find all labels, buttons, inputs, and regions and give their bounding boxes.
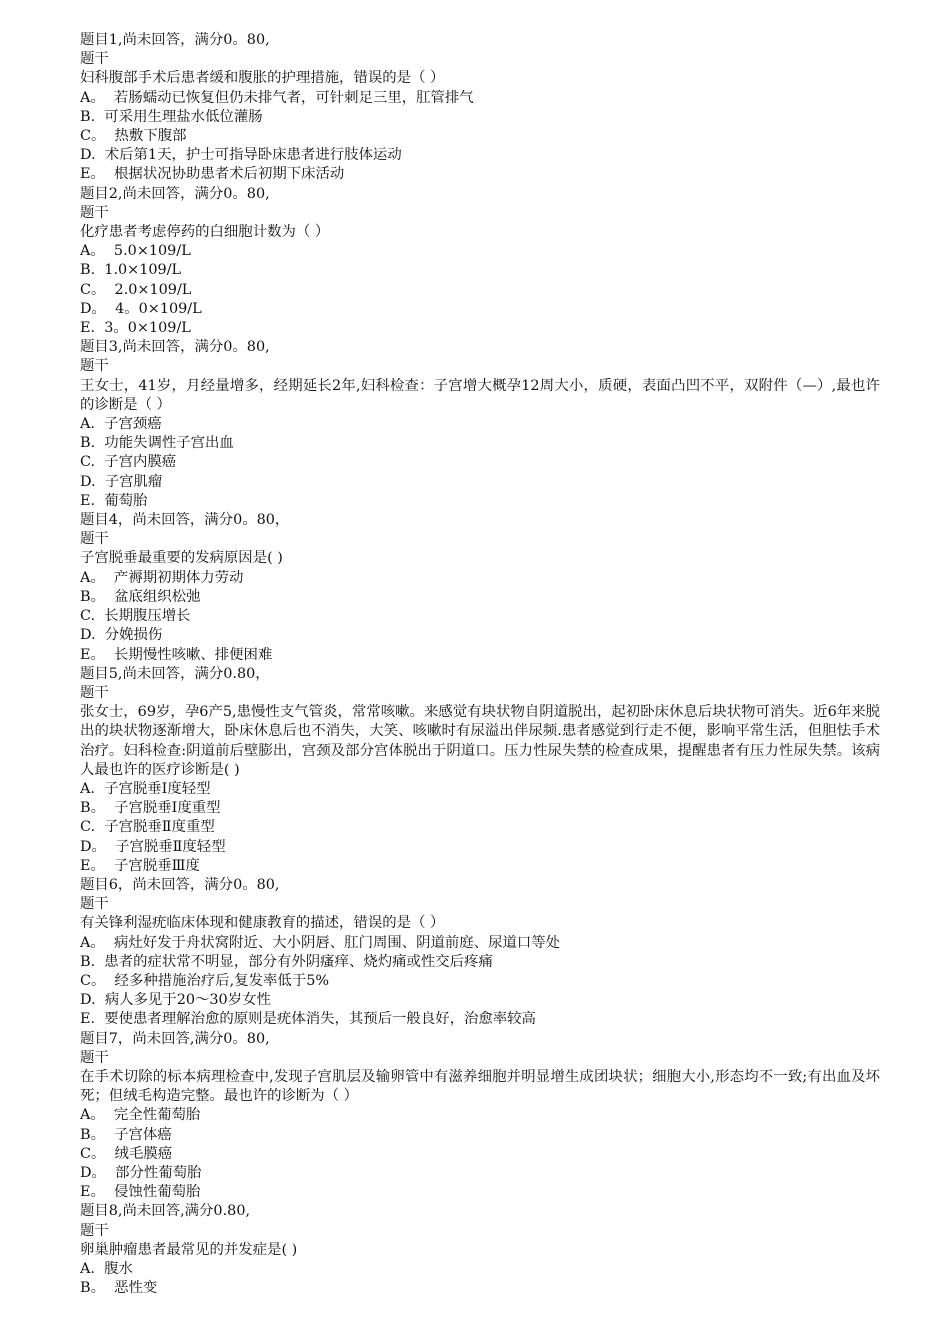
option-a: A。 5.0×109/L	[80, 243, 191, 260]
option-d: D. 分娩损伤	[80, 627, 163, 644]
question-stem: 妇科腹部手术后患者缓和腹胀的护理措施，错误的是（ ）	[80, 70, 445, 87]
option-d: D. 术后第1天，护士可指导卧床患者进行肢体运动	[80, 147, 402, 164]
option-b: B。 子宫脱垂Ⅰ度重型	[80, 800, 221, 817]
question-header: 题目2,尚未回答，满分0。80,	[80, 185, 270, 202]
question-stem: 王女士，41岁，月经量增多，经期延长2年,妇科检查：子宫增大概孕12周大小，质硬，表面凸凹不平，双附件（—）,最也许的诊断是（ ）	[80, 377, 880, 413]
question-header: 题目1,尚未回答，满分0。80,	[80, 32, 270, 48]
document-page	[80, 31, 880, 1298]
question-header: 题目7，尚未回答,满分0。80,	[80, 1030, 270, 1047]
question-3	[80, 338, 880, 511]
option-c: C。 经多种措施治疗后,复发率低于5%	[80, 972, 330, 989]
question-stem: 张女士，69岁，孕6产5,患慢性支气管炎，常常咳嗽。来感觉有块状物自阴道脱出，起初卧床休息后块状物可消失。近6年来脱出的块状物逐渐增大，卧床休息后也不消失，大笑、咳嗽时有尿溢出伴尿频.患者感觉到行走不便，影响平常生活，但胆怯手术治疗。妇科检查:阴道前后壁膨出，宫颈及部分宫体脱出于阴道口。压力性尿失禁的检查成果，提醒患者有压力性尿失禁。该病人最也许的医疗诊断是( )	[80, 704, 880, 778]
question-6	[80, 876, 880, 1030]
option-d: D. 病人多见于20～30岁女性	[80, 992, 271, 1009]
option-e: E。 根据状况协助患者术后初期下床活动	[80, 166, 345, 183]
question-5	[80, 665, 880, 876]
question-header: 题目6，尚未回答，满分0。80,	[80, 876, 280, 893]
question-stem: 卵巢肿瘤患者最常见的并发症是( )	[80, 1241, 298, 1258]
stem-label: 题干	[80, 684, 109, 701]
option-e: E. 3。0×109/L	[80, 320, 191, 337]
option-a: A. 子宫颈癌	[80, 416, 162, 433]
option-a: A。 产褥期初期体力劳动	[80, 569, 244, 586]
question-1	[80, 31, 880, 185]
option-e: E。 侵蚀性葡萄胎	[80, 1184, 201, 1201]
option-b: B. 患者的症状常不明显，部分有外阴瘙痒、烧灼痛或性交后疼痛	[80, 953, 493, 970]
option-a: A。 完全性葡萄胎	[80, 1107, 201, 1124]
option-e: E。 子宫脱垂Ⅲ度	[80, 857, 200, 874]
option-a: A。 病灶好发于舟状窝附近、大小阴唇、肛门周围、阴道前庭、尿道口等处	[80, 934, 561, 951]
question-header: 题目5,尚未回答，满分0.80，	[80, 665, 270, 682]
question-stem: 有关锋利湿疣临床体现和健康教育的描述，错误的是（ ）	[80, 915, 445, 932]
option-a: A. 腹水	[80, 1261, 133, 1277]
stem-label: 题干	[80, 204, 109, 221]
question-stem: 在手术切除的标本病理检查中,发现子宫肌层及输卵管中有滋养细胞并明显增生成团块状；细胞大小,形态均不一致;有出血及坏死；但绒毛构造完整。最也许的诊断为（ ）	[80, 1068, 880, 1105]
stem-label: 题干	[80, 531, 109, 548]
option-a: A。 若肠蠕动已恢复但仍未排气者，可针刺足三里，肛管排气	[80, 89, 474, 106]
question-2	[80, 185, 880, 339]
option-e: E. 要使患者理解治愈的原则是疣体消失，其预后一般良好，治愈率较高	[80, 1011, 536, 1028]
option-c: C. 子宫脱垂Ⅱ度重型	[80, 819, 215, 836]
option-b: B. 功能失调性子宫出血	[80, 435, 234, 452]
question-header: 题目8,尚未回答,满分0.80,	[80, 1203, 251, 1220]
question-header: 题目4，尚未回答，满分0。80，	[80, 512, 290, 529]
stem-label: 题干	[80, 1222, 109, 1239]
stem-label: 题干	[80, 896, 109, 913]
stem-label: 题干	[80, 51, 109, 68]
option-b: B。 恶性变	[80, 1280, 158, 1297]
option-e: E。 长期慢性咳嗽、排便困难	[80, 646, 273, 663]
question-header: 题目3,尚未回答，满分0。80,	[80, 339, 270, 356]
option-d: D. 子宫肌瘤	[80, 473, 163, 490]
option-e: E. 葡萄胎	[80, 492, 148, 509]
question-stem: 子宫脱垂最重要的发病原因是( )	[80, 550, 283, 567]
option-c: C。 热敷下腹部	[80, 128, 187, 145]
question-8	[80, 1202, 880, 1298]
stem-label: 题干	[80, 1049, 109, 1066]
question-4	[80, 511, 880, 665]
option-b: B。 子宫体癌	[80, 1126, 172, 1143]
option-d: D。 部分性葡萄胎	[80, 1164, 202, 1181]
stem-label: 题干	[80, 358, 109, 375]
option-d: D。 4。0×109/L	[80, 300, 202, 317]
option-d: D。 子宫脱垂Ⅱ度轻型	[80, 838, 226, 855]
option-c: C. 长期腹压增长	[80, 608, 191, 625]
option-b: B. 可采用生理盐水低位灌肠	[80, 108, 263, 125]
option-a: A. 子宫脱垂Ⅰ度轻型	[80, 780, 211, 797]
option-c: C. 子宫内膜癌	[80, 454, 177, 471]
option-c: C。 绒毛膜癌	[80, 1145, 173, 1162]
option-c: C。 2.0×109/L	[80, 281, 192, 298]
option-b: B. 1.0×109/L	[80, 262, 182, 279]
option-b: B。 盆底组织松弛	[80, 588, 201, 605]
question-stem: 化疗患者考虑停药的白细胞计数为（ ）	[80, 224, 330, 241]
question-7	[80, 1030, 880, 1203]
